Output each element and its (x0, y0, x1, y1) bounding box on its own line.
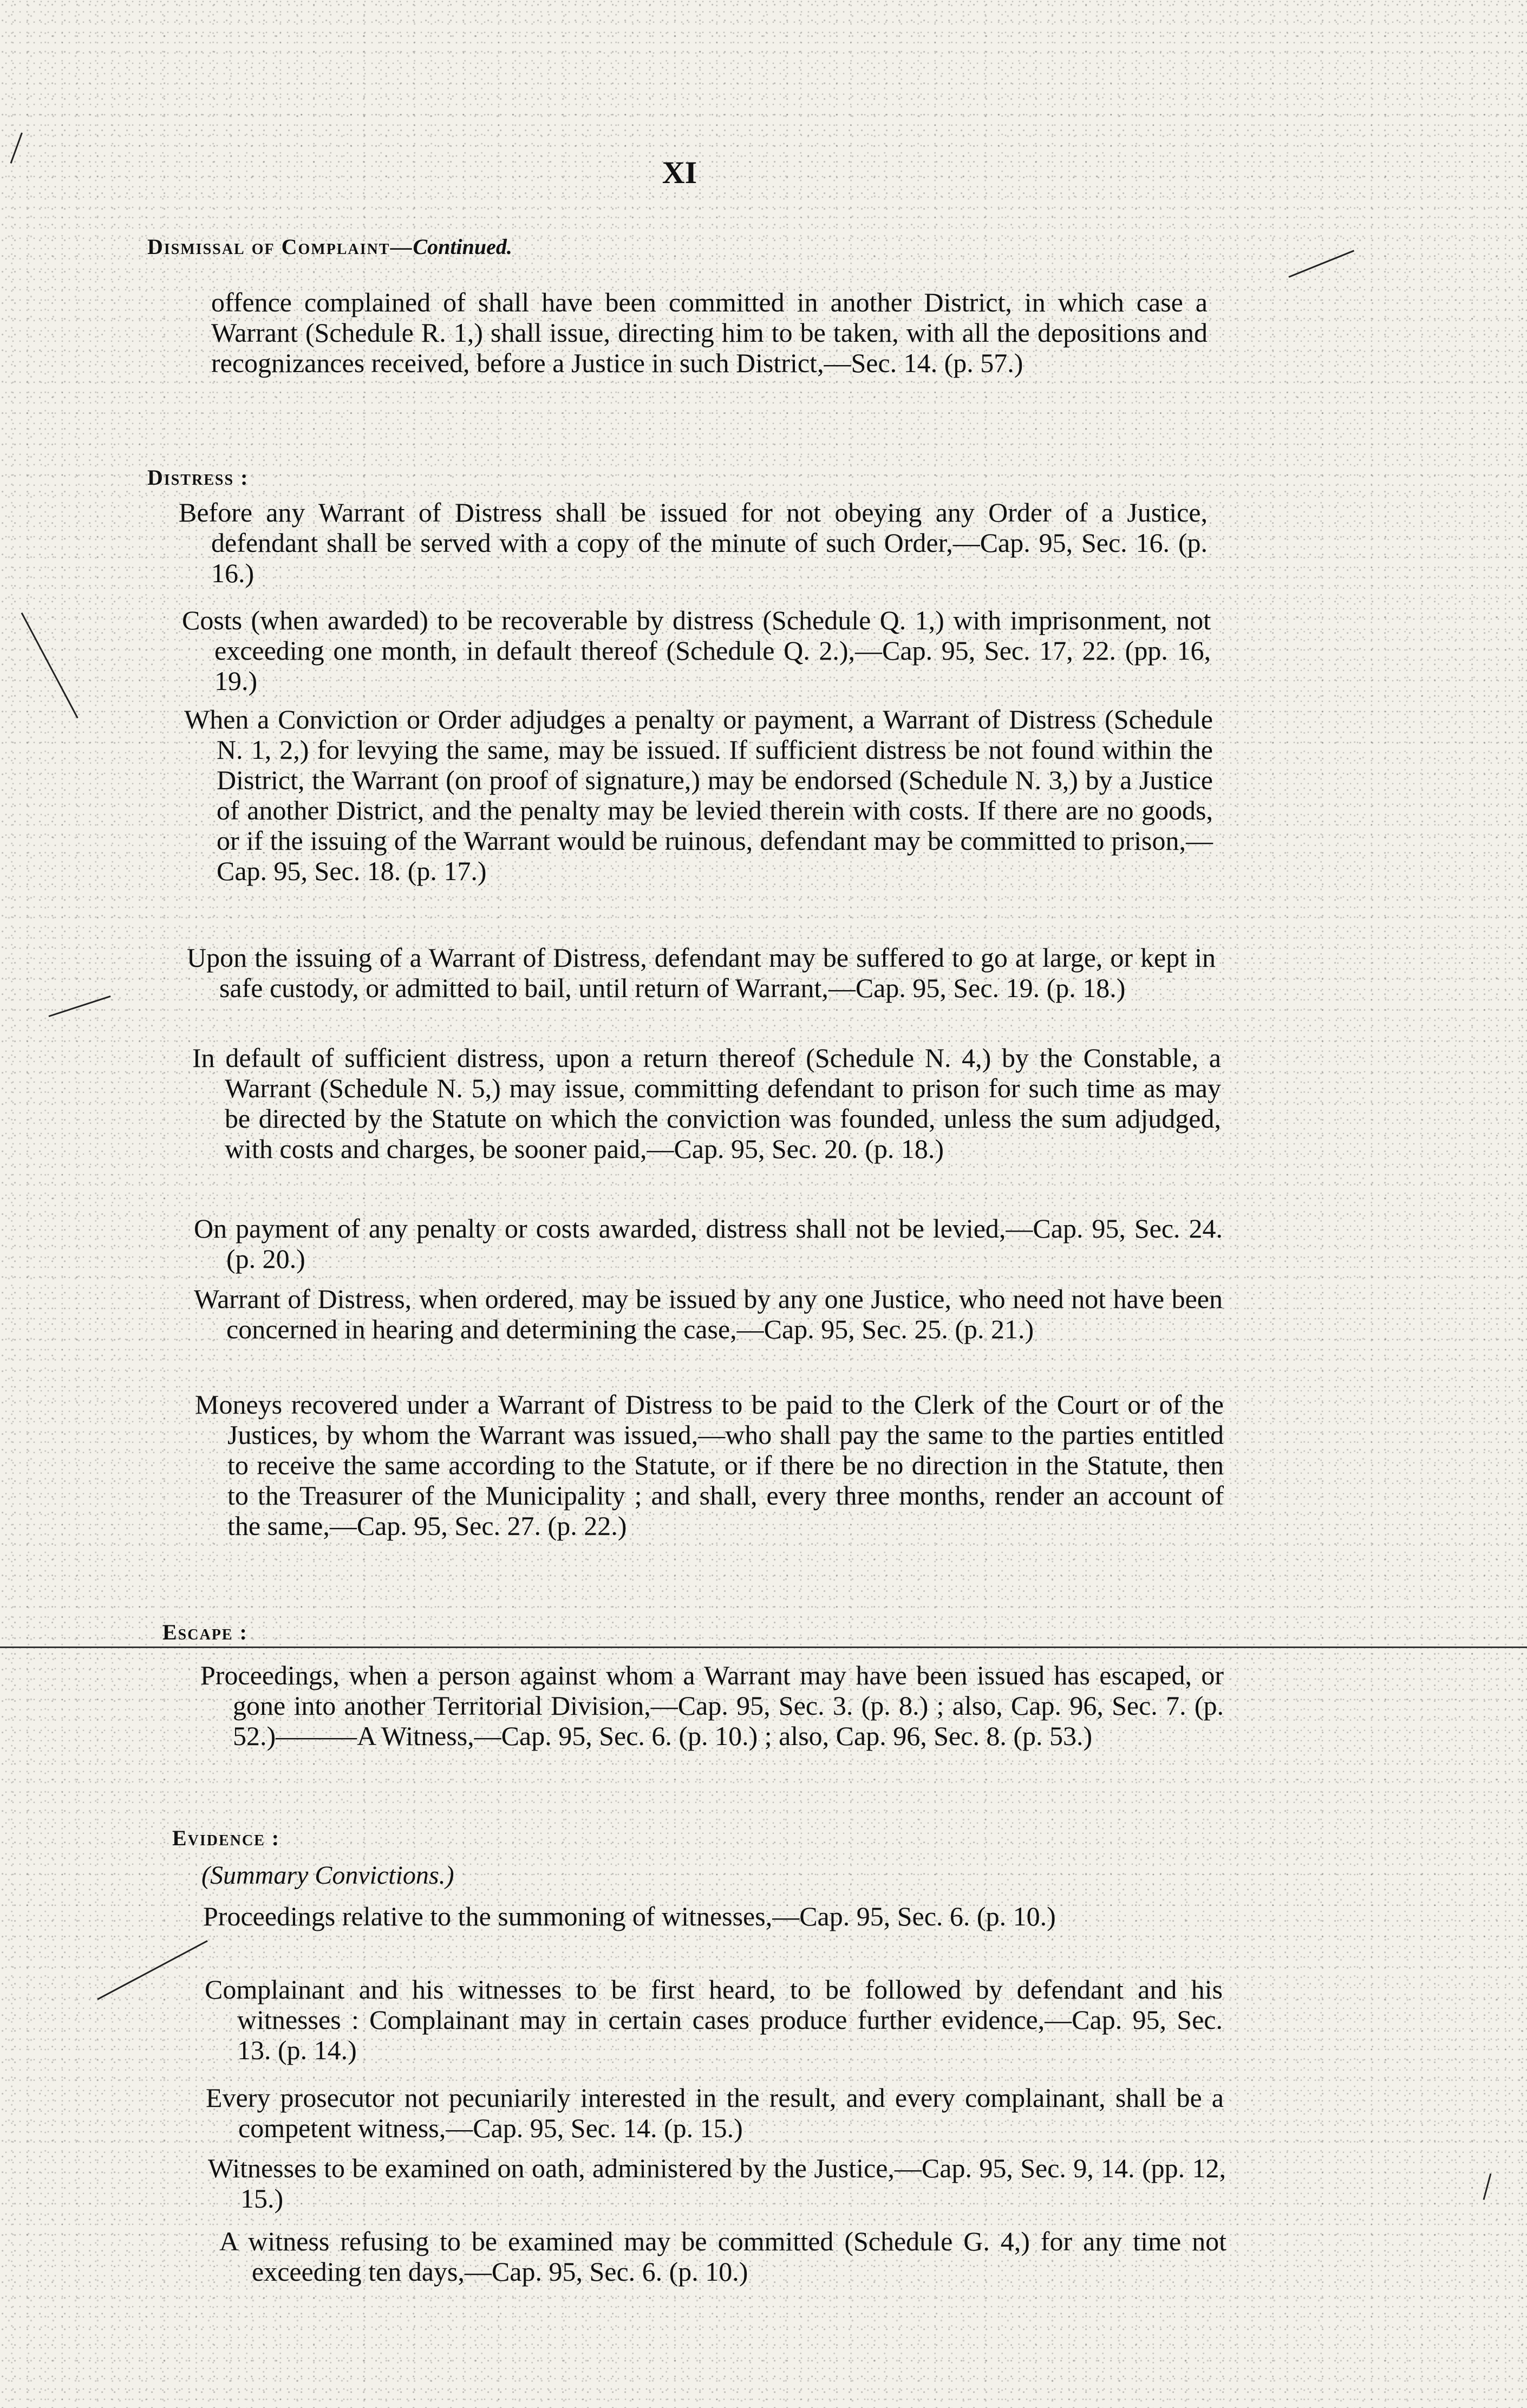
pen-mark (10, 133, 23, 164)
distress-paragraph: On payment of any penalty or costs awarded, distress shall not be levied,—Cap. 95, Sec. 24. (p. 20.) (194, 1213, 1223, 1274)
scan-rule-line (0, 1646, 1527, 1648)
heading-dismissal-label: Dismissal of Complaint— (147, 235, 413, 259)
evidence-paragraph: Witnesses to be examined on oath, administered by the Justice,—Cap. 95, Sec. 9, 14. (pp. 12, 15.) (208, 2153, 1226, 2214)
evidence-paragraph: Complainant and his witnesses to be first heard, to be followed by defendant and his witnesses : Complainant may in certain cases produce further evidence,—Cap. 95, Sec. 13. (p. 14.) (205, 1974, 1223, 2065)
distress-paragraph: Moneys recovered under a Warrant of Distress to be paid to the Clerk of the Court or of the Justices, by whom the Warrant was issued,—who shall pay the same to the parties entitled to receive the same according to the Statute, or if there be no direction in the Statute, then to the Treasurer of the Municipality ; and shall, every three months, render an account of the same,—Cap. 95, Sec. 27. (p. 22.) (195, 1389, 1224, 1541)
page-number: XI (662, 155, 697, 190)
distress-paragraph: Costs (when awarded) to be recoverable by distress (Schedule Q. 1,) with imprisonment, not exceeding one month, in default thereof (Schedule Q. 2.),—Cap. 95, Sec. 17, 22. (pp. 16, 19.) (182, 605, 1211, 696)
heading-distress: Distress : (147, 465, 249, 490)
pen-mark (97, 1940, 207, 2000)
pen-mark (49, 995, 111, 1017)
heading-continued-label: Continued. (413, 235, 512, 259)
evidence-paragraph: Every prosecutor not pecuniarily interested in the result, and every complainant, shall be a competent witness,—Cap. 95, Sec. 14. (p. 15.) (206, 2082, 1224, 2143)
escape-paragraph: Proceedings, when a person against whom a Warrant may have been issued has escaped, or gone into another Territorial Division,—Cap. 95, Sec. 3. (p. 8.) ; also, Cap. 96, Sec. 7. (p. 52.)———A Witness,—Cap. 95, Sec. 6. (p. 10.) ; also, Cap. 96, Sec. 8. (p. 53.) (200, 1660, 1224, 1751)
distress-paragraph: Warrant of Distress, when ordered, may be issued by any one Justice, who need not have been concerned in hearing and determining the case,—Cap. 95, Sec. 25. (p. 21.) (194, 1284, 1223, 1344)
dismissal-paragraph: offence complained of shall have been committed in another District, in which case a Warrant (Schedule R. 1,) shall issue, directing him to be taken, with all the depositions and recognizances received, before a Justice in such District,—Sec. 14. (p. 57.) (211, 287, 1208, 378)
heading-evidence: Evidence : (172, 1826, 280, 1850)
distress-paragraph: When a Conviction or Order adjudges a penalty or payment, a Warrant of Distress (Schedule N. 1, 2,) for levying the same, may be issued. If sufficient distress be not found within the District, the Warrant (on proof of signature,) may be endorsed (Schedule N. 3,) by a Justice of another District, and the penalty may be levied therein with costs. If there are no goods, or if the issuing of the Warrant would be ruinous, defendant may be committed to prison,—Cap. 95, Sec. 18. (p. 17.) (184, 704, 1213, 886)
evidence-subheading: (Summary Convictions.) (201, 1861, 454, 1890)
evidence-paragraph: A witness refusing to be examined may be committed (Schedule G. 4,) for any time not exceeding ten days,—Cap. 95, Sec. 6. (p. 10.) (219, 2226, 1226, 2287)
distress-paragraph: Before any Warrant of Distress shall be issued for not obeying any Order of a Justice, defendant shall be served with a copy of the minute of such Order,—Cap. 95, Sec. 16. (p. 16.) (179, 497, 1208, 588)
distress-paragraph: In default of sufficient distress, upon a return thereof (Schedule N. 4,) by the Constable, a Warrant (Schedule N. 5,) may issue, committing defendant to prison for such time as may be directed by the Statute on which the conviction was founded, unless the sum adjudged, with costs and charges, be sooner paid,—Cap. 95, Sec. 20. (p. 18.) (192, 1043, 1221, 1164)
evidence-paragraph: Proceedings relative to the summoning of witnesses,—Cap. 95, Sec. 6. (p. 10.) (203, 1901, 1056, 1931)
pen-mark (1483, 2173, 1492, 2200)
pen-mark (21, 613, 79, 719)
pen-mark (1288, 250, 1354, 277)
heading-escape: Escape : (162, 1620, 248, 1644)
heading-dismissal (147, 234, 512, 259)
distress-paragraph: Upon the issuing of a Warrant of Distress, defendant may be suffered to go at large, or kept in safe custody, or admitted to bail, until return of Warrant,—Cap. 95, Sec. 19. (p. 18.) (187, 942, 1216, 1003)
